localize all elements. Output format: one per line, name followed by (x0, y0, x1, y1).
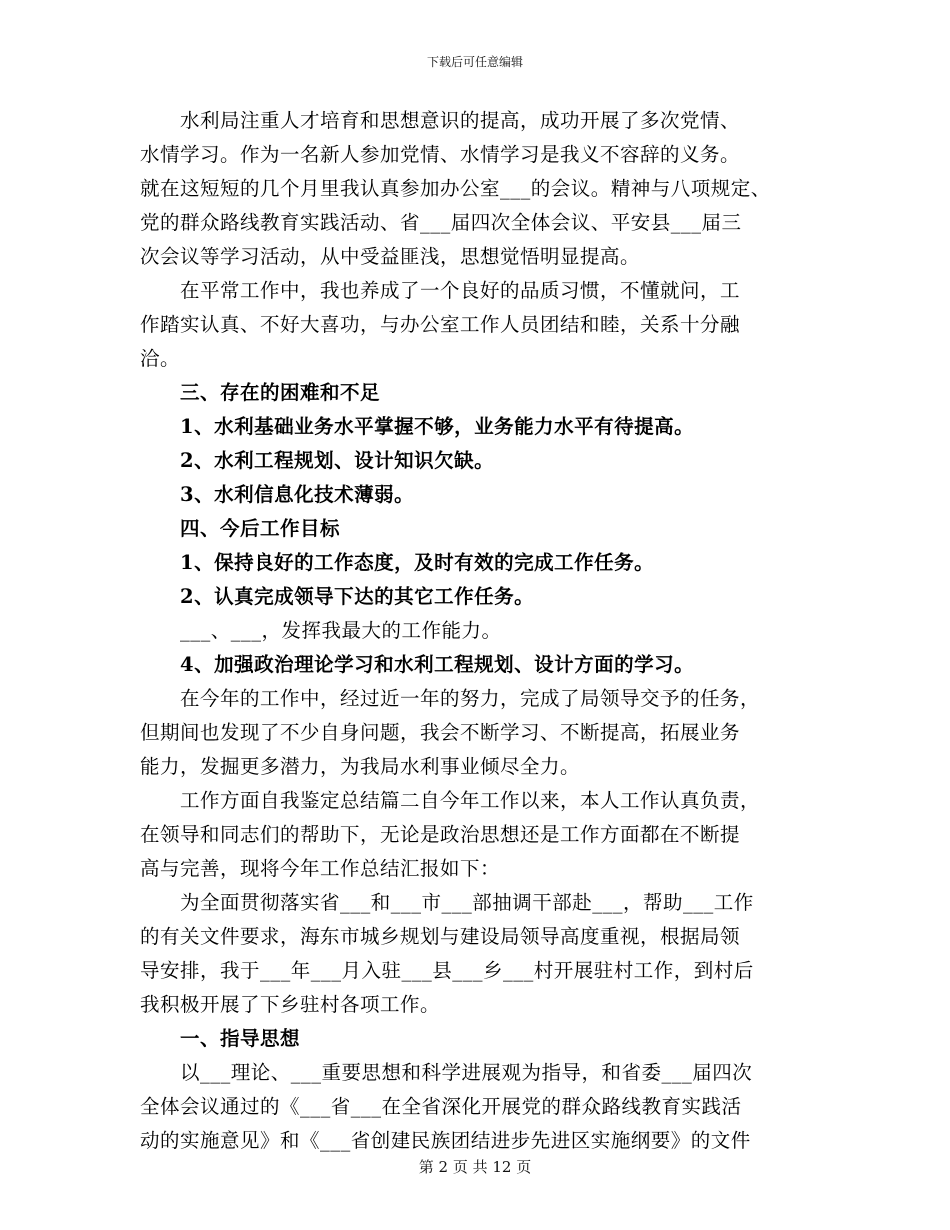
text-line: 就在这短短的几个月里我认真参加办公室___的会议。精神与八项规定、 (140, 177, 771, 200)
text-line: 我积极开展了下乡驻村各项工作。 (140, 993, 441, 1016)
text-line: 水利局注重人才培育和思想意识的提高，成功开展了多次党情、 (140, 109, 741, 132)
bold-text-line: 三、存在的困难和不足 (140, 381, 381, 404)
page-header: 下载后可任意编辑 (426, 55, 523, 69)
text-line: 党的群众路线教育实践活动、省___届四次全体会议、平安县___届三 (140, 211, 742, 234)
text-line: 为全面贯彻落实省___和___市___部抽调干部赴___，帮助___工作 (140, 891, 754, 914)
text-line: 在平常工作中，我也养成了一个良好的品质习惯，不懂就问，工 (140, 279, 741, 302)
bold-text-line: 4、加强政治理论学习和水利工程规划、设计方面的学习。 (140, 653, 695, 676)
text-line: 水情学习。作为一名新人参加党情、水情学习是我义不容辞的义务。 (140, 143, 741, 166)
text-line: 以___理论、___重要思想和科学进展观为指导，和省委___届四次 (140, 1061, 753, 1084)
bold-text-line: 2、水利工程规划、设计知识欠缺。 (140, 449, 495, 472)
bold-text-line: 四、今后工作目标 (140, 517, 341, 540)
bold-text-line: 2、认真完成领导下达的其它工作任务。 (140, 585, 535, 608)
text-line: 但期间也发现了不少自身问题，我会不断学习、不断提高，拓展业务 (140, 721, 741, 744)
text-line: 在领导和同志们的帮助下，无论是政治思想还是工作方面都在不断提 (140, 823, 741, 846)
text-line: ___、___，发挥我最大的工作能力。 (140, 619, 502, 642)
bold-text-line: 1、水利基础业务水平掌握不够，业务能力水平有待提高。 (140, 415, 695, 438)
text-line: 洽。 (140, 347, 181, 370)
text-line: 能力，发掘更多潜力，为我局水利事业倾尽全力。 (140, 755, 581, 778)
text-line: 全体会议通过的《___省___在全省深化开展党的群众路线教育实践活 (140, 1095, 742, 1118)
text-line: 导安排，我于___年___月入驻___县___乡___村开展驻村工作，到村后 (140, 959, 754, 982)
text-line: 工作方面自我鉴定总结篇二自今年工作以来，本人工作认真负责， (140, 789, 761, 812)
text-line: 的有关文件要求，海东市城乡规划与建设局领导高度重视，根据局领 (140, 925, 741, 948)
bold-text-line: 一、指导思想 (140, 1027, 301, 1050)
text-line: 次会议等学习活动，从中受益匪浅，思想觉悟明显提高。 (140, 245, 641, 268)
text-line: 作踏实认真、不好大喜功，与办公室工作人员团结和睦，关系十分融 (140, 313, 741, 336)
document-body (140, 104, 810, 1158)
text-line: 动的实施意见》和《___省创建民族团结进步先进区实施纲要》的文件 (140, 1129, 751, 1152)
bold-text-line: 1、保持良好的工作态度，及时有效的完成工作任务。 (140, 551, 655, 574)
text-line: 在今年的工作中，经过近一年的努力，完成了局领导交予的任务， (140, 687, 761, 710)
page-footer: 第 2 页 共 12 页 (418, 1158, 532, 1176)
text-line: 高与完善，现将今年工作总结汇报如下： (140, 857, 501, 880)
bold-text-line: 3、水利信息化技术薄弱。 (140, 483, 415, 506)
